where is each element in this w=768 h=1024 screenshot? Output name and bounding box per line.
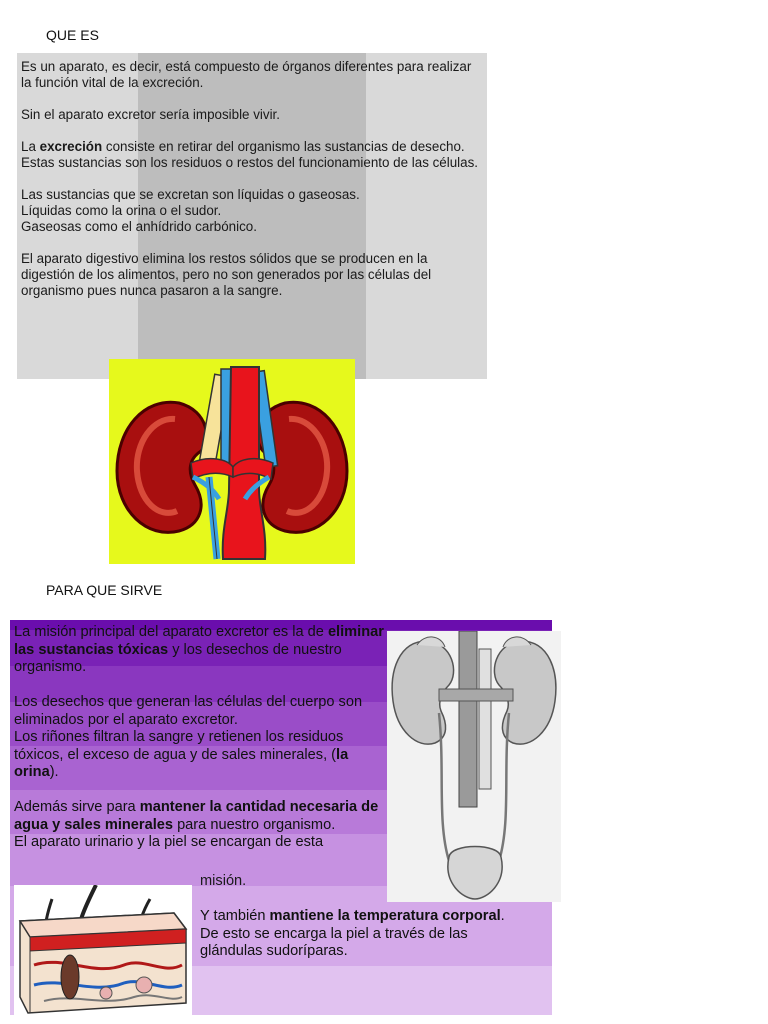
phrase-mantiene-temperatura: mantiene la temperatura corporal — [269, 908, 501, 924]
temperature-text — [200, 908, 530, 961]
paragraph-excrecion: La excreción consiste en retirar del organismo las sustancias de desecho. Estas sustancias son los residuos o restos del funcionamiento de las células. — [21, 139, 479, 170]
paragraph-temperatura: Y también mantiene la temperatura corporal. De esto se encarga la piel a través de las glándulas sudoríparas. — [200, 908, 505, 959]
definition-text-box — [17, 53, 487, 379]
phrase-la-orina: la orina — [14, 746, 349, 780]
phrase-eliminar-sustancias: eliminar las sustancias tóxicas — [14, 624, 384, 658]
paragraph-mision-principal: La misión principal del aparato excretor es la de eliminar las sustancias tóxicas y los desechos de nuestro organismo. — [14, 624, 384, 675]
paragraph-aparato-digestivo: El aparato digestivo elimina los restos sólidos que se producen en la digestión de los alimentos, pero no son generados por las células del organismo pues nunca pasaron a la sangre. — [21, 251, 432, 298]
phrase-mantener-cantidad: mantener la cantidad necesaria de agua y sales minerales — [14, 799, 379, 833]
text-mision: misión. — [200, 873, 247, 889]
paragraph-ademas: Además sirve para mantener la cantidad necesaria de agua y sales minerales para nuestro organismo. El aparato urinario y la piel se encargan de esta — [14, 799, 379, 850]
paragraph-desechos: Los desechos que generan las células del cuerpo son eliminados por el aparato excretor. Los riñones filtran la sangre y retienen los residuos tóxicos, el exceso de agua y de sales minerales, (la orina). — [14, 694, 363, 780]
term-excrecion: excreción — [39, 139, 103, 154]
section-heading-para-que-sirve: PARA QUE SIRVE — [46, 582, 163, 598]
paragraph-imposible-vivir: Sin el aparato excretor sería imposible vivir. — [21, 107, 280, 122]
paragraph-sustancias: Las sustancias que se excretan son líquidas o gaseosas. Líquidas como la orina o el sudor. Gaseosas como el anhídrido carbónico. — [21, 187, 360, 234]
definition-text — [21, 59, 483, 315]
urinary-system-illustration — [387, 631, 561, 902]
section-heading-que-es: QUE ES — [46, 27, 99, 43]
function-text — [14, 624, 386, 852]
skin-cross-section-illustration — [14, 885, 192, 1017]
paragraph-aparato: Es un aparato, es decir, está compuesto de órganos diferentes para realizar la función vital de la excreción. — [21, 59, 472, 90]
kidneys-illustration — [109, 359, 355, 564]
